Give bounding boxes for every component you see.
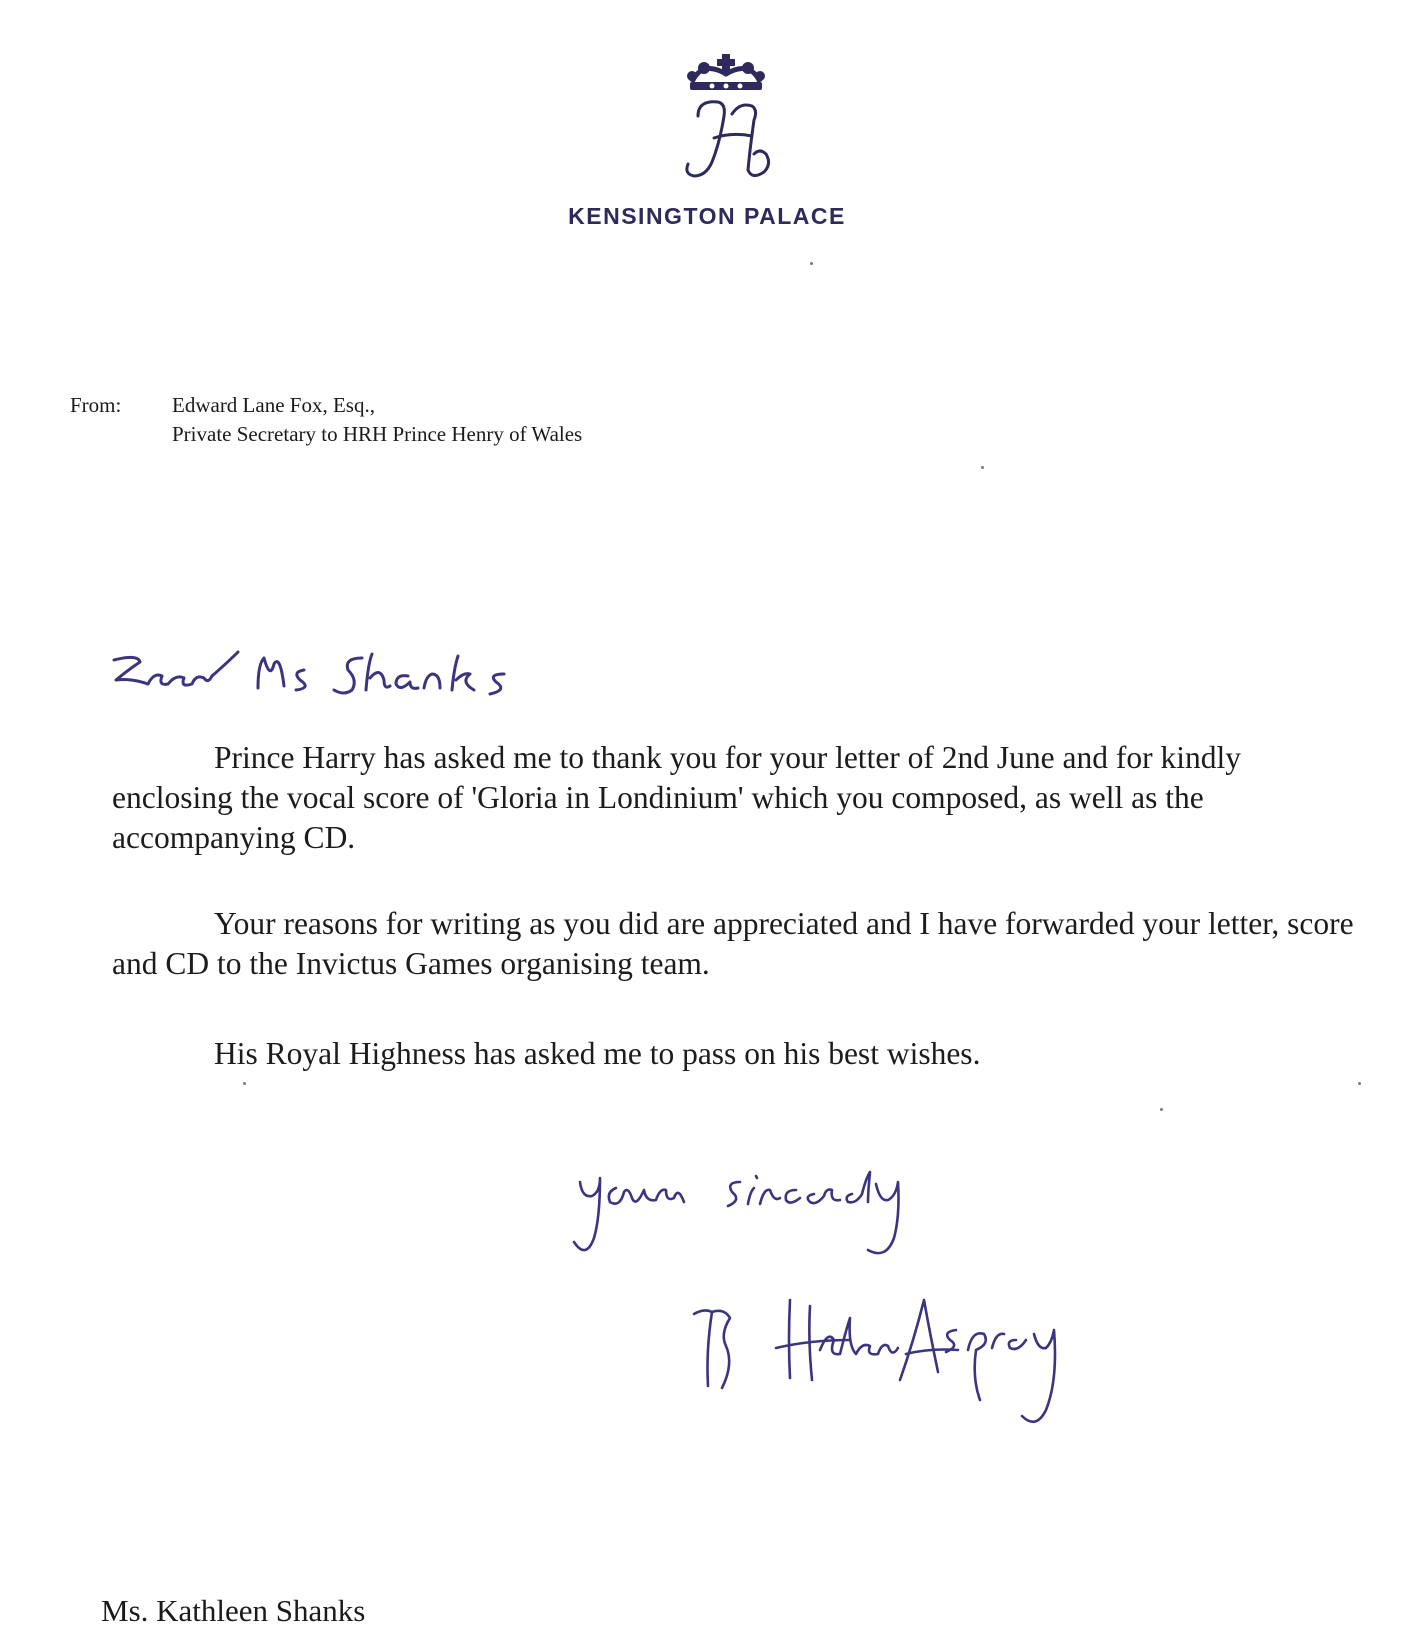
paper-speck <box>1160 1108 1163 1111</box>
palace-name: KENSINGTON PALACE <box>568 203 846 229</box>
paper-speck <box>243 1082 246 1085</box>
handwritten-salutation <box>108 640 548 720</box>
paper-speck <box>1358 1082 1361 1085</box>
paper-speck <box>981 466 984 469</box>
crowned-h-monogram-icon <box>676 52 776 192</box>
paper-speck <box>810 262 813 265</box>
handwritten-closing <box>570 1168 990 1278</box>
from-label: From: <box>70 393 122 417</box>
handwritten-signature <box>690 1290 1100 1440</box>
body-paragraph-1: Prince Harry has asked me to thank you for your letter of 2nd June and for kindly enclosing the vocal score of 'Gloria in Londinium' which you composed, as well as the accompanying CD. <box>112 740 1241 855</box>
body-paragraph-2: Your reasons for writing as you did are appreciated and I have forwarded your letter, score and CD to the Invictus Games organising team. <box>112 906 1354 981</box>
sender-name: Edward Lane Fox, Esq., <box>172 393 375 417</box>
body-paragraph-3: His Royal Highness has asked me to pass on his best wishes. <box>214 1036 981 1071</box>
sender-title: Private Secretary to HRH Prince Henry of Wales <box>172 422 583 446</box>
addressee-name: Ms. Kathleen Shanks <box>101 1593 366 1628</box>
